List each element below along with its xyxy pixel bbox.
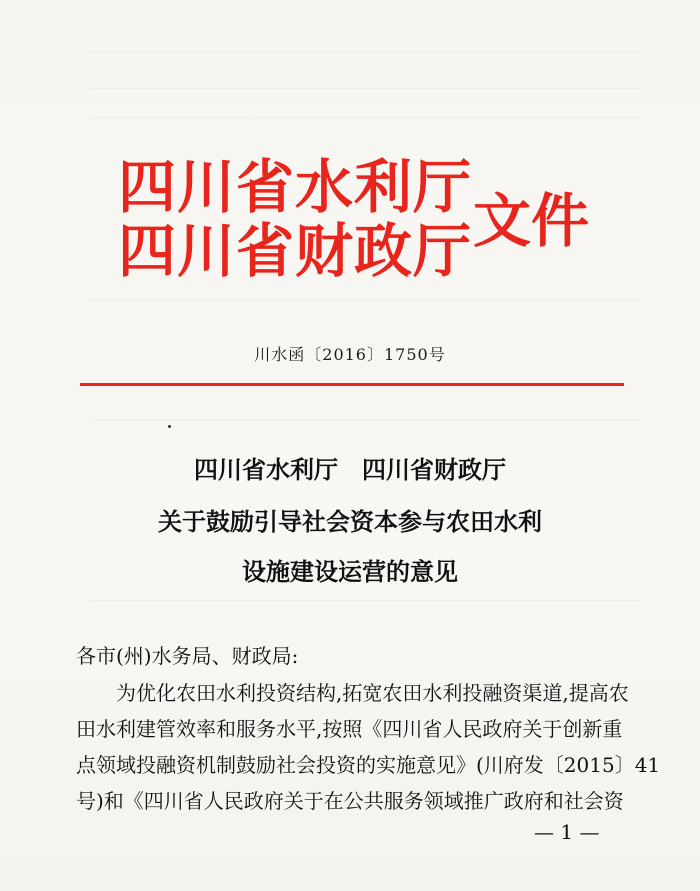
title-line-2: 关于鼓励引导社会资本参与农田水利 (158, 508, 542, 536)
title-line-3: 设施建设运营的意见 (242, 558, 458, 586)
page-number: — 1 — (534, 820, 600, 844)
issuer-name-2: 四川省财政厅 (118, 217, 473, 285)
body-line: 点领域投融资机制鼓励社会投资的实施意见》(川府发〔2015〕41 (76, 753, 661, 777)
paper-texture (90, 300, 640, 301)
paper-texture (90, 88, 640, 89)
paper-texture (90, 600, 640, 601)
issuer-name-1: 四川省水利厅 (118, 153, 473, 221)
body-line: 为优化农田水利投资结构,拓宽农田水利投融资渠道,提高农 (116, 681, 629, 705)
body-line: 田水利建管效率和服务水平,按照《四川省人民政府关于创新重 (76, 717, 623, 741)
paper-texture (90, 118, 640, 119)
red-divider (80, 383, 624, 386)
document-number: 川水函〔2016〕1750号 (254, 345, 446, 364)
body-paragraph (76, 675, 661, 819)
scan-speck (168, 425, 171, 428)
document-type: 文件 (473, 187, 590, 255)
paper-texture (90, 420, 640, 421)
title-line-1: 四川省水利厅 四川省财政厅 (194, 456, 506, 484)
addressee: 各市(州)水务局、财政局: (76, 644, 299, 668)
body-line: 号)和《四川省人民政府关于在公共服务领域推广政府和社会资 (76, 789, 624, 813)
document-header (118, 150, 598, 290)
paper-texture (90, 52, 640, 53)
